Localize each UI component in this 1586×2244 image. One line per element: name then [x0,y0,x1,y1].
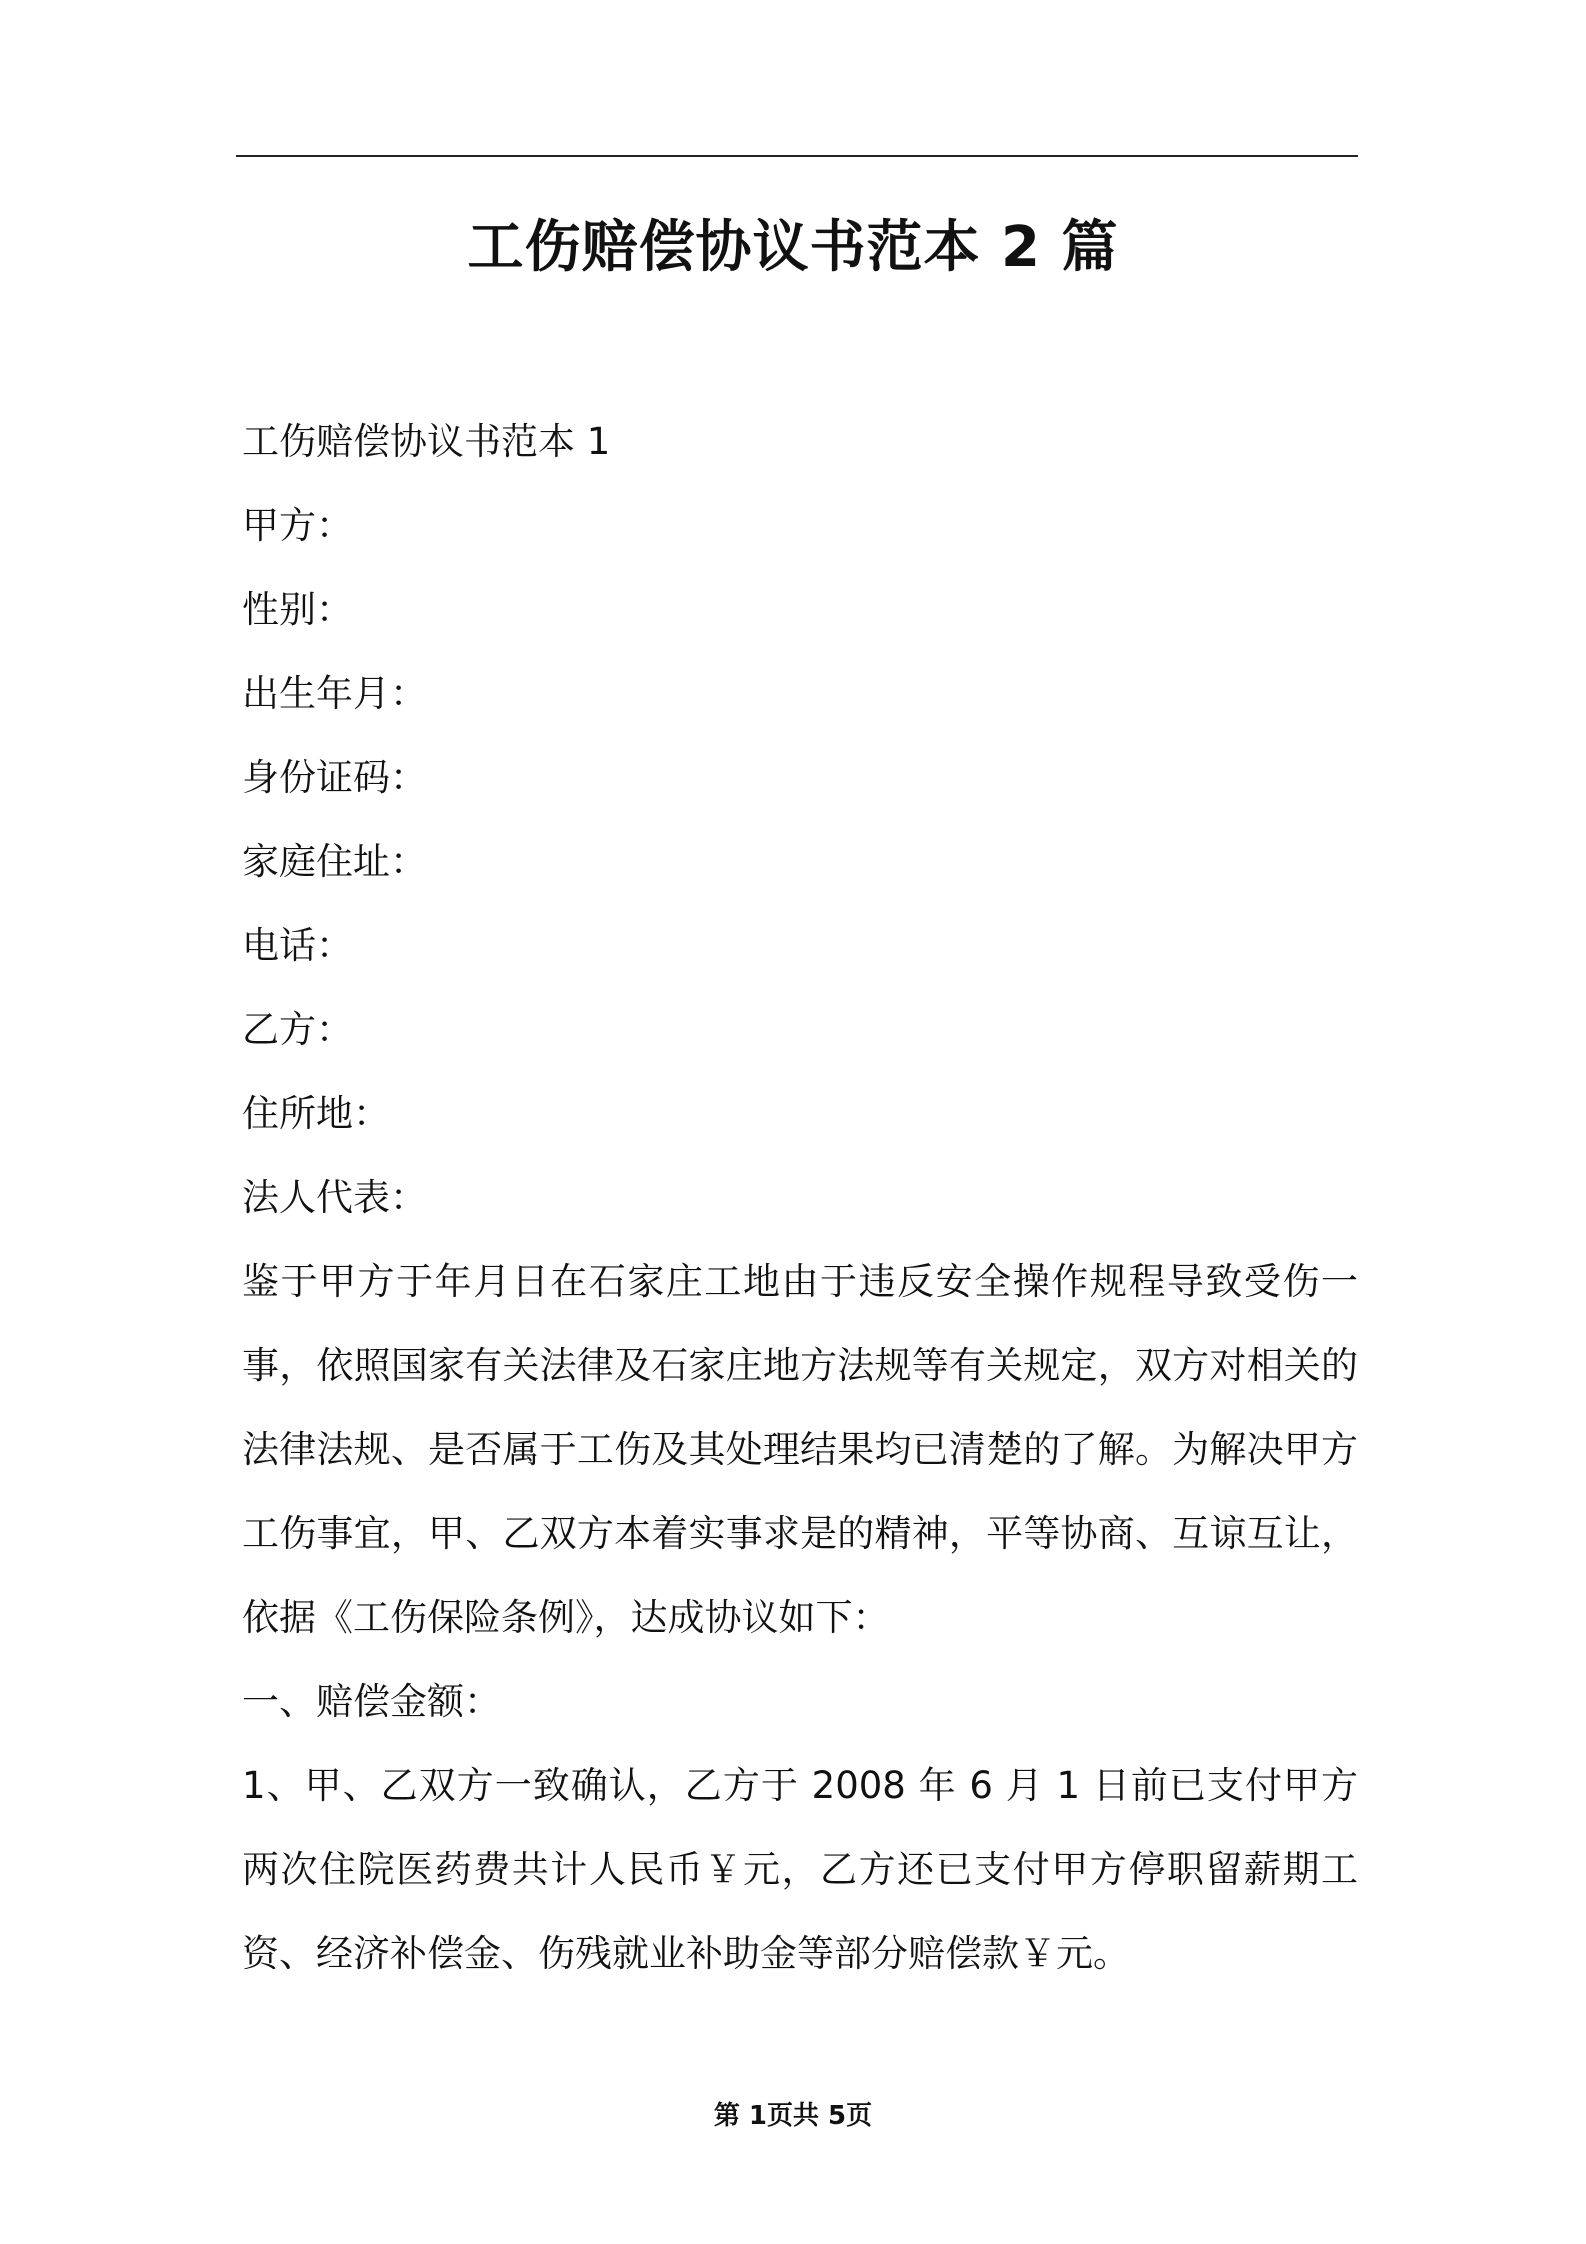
field-party-b: 乙方： [242,1008,353,1051]
field-home-address: 家庭住址： [242,840,427,883]
clause-heading: 一、赔偿金额： [242,1680,501,1723]
page-indicator: 第 1页共 5页 [713,2101,873,2131]
preamble-paragraph: 鉴于甲方于年月日在石家庄工地由于违反安全操作规程导致受伤一事，依照国家有关法律及石家庄地方法规等有关规定，双方对相关的法律法规、是否属于工伤及其处理结果均已清楚的了解。为解决甲方工伤事宜，甲、乙双方本着实事求是的精神，平等协商、互谅互让，依据《工伤保险条例》，达成协议如下： [242,1260,1358,1639]
field-gender: 性别： [242,588,353,631]
field-birth-date: 出生年月： [242,672,427,715]
document-body [242,400,1358,1996]
field-legal-representative: 法人代表： [242,1176,427,1219]
header-rule [236,155,1358,157]
clause-1-paragraph: 1、甲、乙双方一致确认，乙方于 2008 年 6 月 1 日前已支付甲方两次住院医药费共计人民币￥元，乙方还已支付甲方停职留薪期工资、经济补偿金、伤残就业补助金等部分赔偿款￥元。 [242,1764,1358,1975]
field-id-number: 身份证码： [242,756,427,799]
field-residence: 住所地： [242,1092,390,1135]
field-phone: 电话： [242,924,353,967]
document-title: 工伤赔偿协议书范本 2 篇 [467,215,1119,280]
section-heading: 工伤赔偿协议书范本 1 [242,420,611,463]
field-party-a: 甲方： [242,504,353,547]
